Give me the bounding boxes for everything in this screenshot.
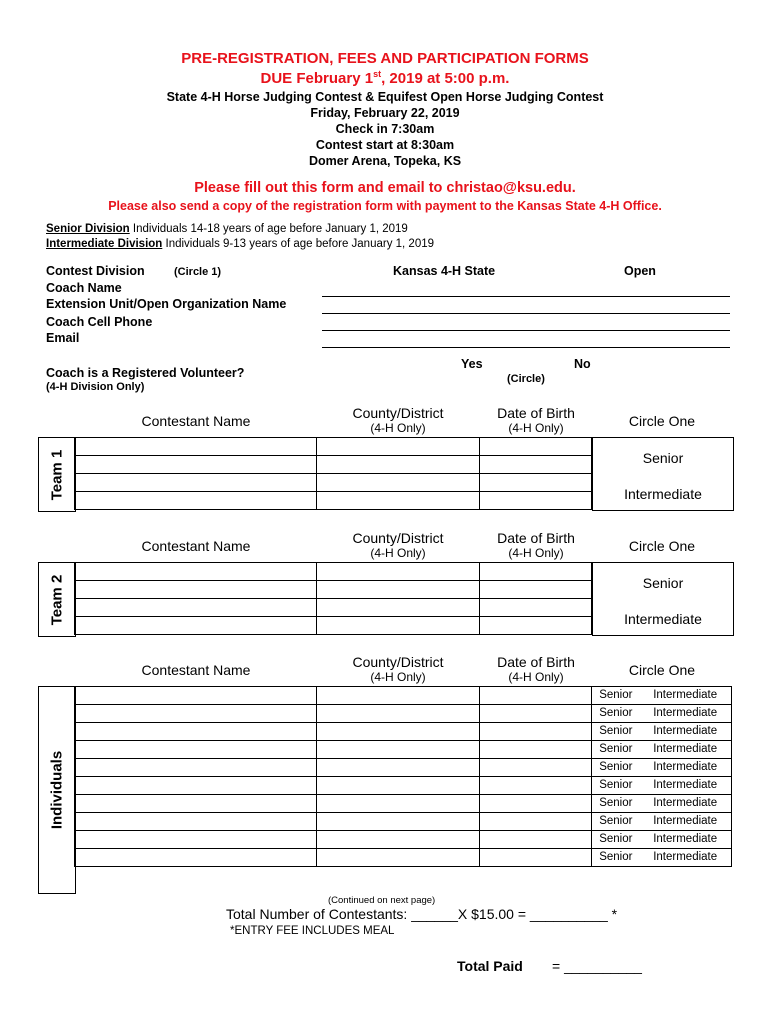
coach-name-field[interactable] [322, 296, 730, 297]
total-contestants-line: Total Number of Contestants: ______X $15.00 = __________ * [226, 906, 618, 922]
header-label: County/District [352, 654, 444, 670]
circle-one-cell [592, 687, 732, 705]
team2-header-county [316, 530, 480, 560]
dob-cell[interactable] [480, 723, 592, 741]
intermediate-option[interactable]: Intermediate [653, 707, 718, 719]
team1-side-label [38, 437, 76, 512]
header-label: County/District [352, 405, 444, 421]
circle-one-cell [592, 777, 732, 795]
side-label-text: Team 1 [48, 449, 66, 500]
dob-cell[interactable] [480, 687, 592, 705]
senior-division-text: Individuals 14-18 years of age before January 1, 2019 [129, 223, 408, 235]
table-row [75, 705, 732, 723]
circle-one-cell [592, 723, 732, 741]
dob-cell[interactable] [480, 813, 592, 831]
senior-option[interactable]: Senior [599, 779, 633, 791]
intermediate-option[interactable]: Intermediate [653, 743, 718, 755]
intermediate-option[interactable]: Intermediate [653, 815, 718, 827]
team2-intermediate-option[interactable]: Intermediate [624, 611, 702, 627]
email-field[interactable] [322, 347, 730, 348]
dob-cell[interactable] [480, 581, 592, 599]
senior-option[interactable]: Senior [599, 851, 633, 863]
county-cell[interactable] [316, 563, 480, 581]
team1-intermediate-option[interactable]: Intermediate [624, 486, 702, 502]
header-label: Circle One [628, 662, 696, 678]
name-cell[interactable] [75, 456, 317, 474]
header-note: (4-H Only) [370, 670, 426, 684]
name-cell[interactable] [75, 831, 317, 849]
coach-cell-label: Coach Cell Phone [46, 315, 153, 329]
team1-circle-box [592, 437, 734, 511]
senior-option[interactable]: Senior [599, 707, 633, 719]
circle-one-cell [592, 849, 732, 867]
due-sup: st [373, 69, 382, 79]
county-cell[interactable] [316, 581, 480, 599]
county-cell[interactable] [316, 705, 480, 723]
table-row [75, 831, 732, 849]
name-cell[interactable] [75, 492, 317, 510]
total-paid-field[interactable]: = __________ [552, 958, 642, 974]
table-row [75, 741, 732, 759]
individuals-header-circle [592, 662, 732, 678]
individuals-table [74, 686, 732, 867]
senior-division-label: Senior Division [46, 223, 130, 235]
team2-header-dob [480, 530, 592, 560]
due-prefix: DUE February 1 [260, 70, 374, 87]
name-cell[interactable] [75, 474, 317, 492]
dob-cell[interactable] [480, 474, 592, 492]
form-title: PRE-REGISTRATION, FEES AND PARTICIPATION FORMS [181, 50, 589, 67]
volunteer-circle-note: (Circle) [507, 373, 545, 385]
county-cell[interactable] [316, 813, 480, 831]
team2-senior-option[interactable]: Senior [642, 575, 684, 591]
continued-note: (Continued on next page) [328, 895, 436, 906]
team2-circle-box [592, 562, 734, 636]
name-cell[interactable] [75, 617, 317, 635]
dob-cell[interactable] [480, 831, 592, 849]
intermediate-option[interactable]: Intermediate [653, 833, 718, 845]
team2-header-name [78, 538, 314, 554]
table-row [75, 687, 732, 705]
event-location: Domer Arena, Topeka, KS [308, 154, 462, 168]
intermediate-division-label: Intermediate Division [46, 238, 163, 250]
name-cell[interactable] [75, 813, 317, 831]
county-cell[interactable] [316, 438, 480, 456]
circle-one-cell [592, 831, 732, 849]
dob-cell[interactable] [480, 456, 592, 474]
dob-cell[interactable] [480, 438, 592, 456]
county-cell[interactable] [316, 687, 480, 705]
header-note: (4-H Only) [508, 670, 564, 684]
table-row [75, 777, 732, 795]
senior-option[interactable]: Senior [599, 797, 633, 809]
dob-cell[interactable] [480, 777, 592, 795]
table-row [75, 849, 732, 867]
option-kansas-4h-state[interactable]: Kansas 4-H State [393, 264, 496, 278]
county-cell[interactable] [316, 795, 480, 813]
header-label: Date of Birth [497, 530, 575, 546]
contest-division-label: Contest Division [46, 264, 145, 278]
circle-one-cell [592, 705, 732, 723]
team2-header-circle [592, 538, 732, 554]
email-label: Email [46, 331, 80, 345]
table-row [75, 795, 732, 813]
senior-option[interactable]: Senior [599, 815, 633, 827]
county-cell[interactable] [316, 474, 480, 492]
intermediate-division-line [46, 238, 434, 250]
copy-instruction: Please also send a copy of the registration form with payment to the Kansas State 4-H Office. [108, 199, 662, 213]
name-cell[interactable] [75, 795, 317, 813]
header-label: Contestant Name [141, 538, 251, 554]
volunteer-yes[interactable]: Yes [461, 357, 483, 371]
checkin-time: Check in 7:30am [335, 122, 435, 136]
header-label: Circle One [628, 538, 696, 554]
header-note: (4-H Only) [370, 546, 426, 560]
county-cell[interactable] [316, 831, 480, 849]
header-label: Date of Birth [497, 405, 575, 421]
team1-header-county [316, 405, 480, 435]
team1-header-dob [480, 405, 592, 435]
header-note: (4-H Only) [508, 546, 564, 560]
total-paid-label: Total Paid [457, 958, 523, 974]
dob-cell[interactable] [480, 849, 592, 867]
header-label: Date of Birth [497, 654, 575, 670]
county-cell[interactable] [316, 492, 480, 510]
individuals-header-name [78, 662, 314, 678]
county-cell[interactable] [316, 456, 480, 474]
dob-cell[interactable] [480, 741, 592, 759]
header-label: Contestant Name [141, 662, 251, 678]
name-cell[interactable] [75, 723, 317, 741]
senior-option[interactable]: Senior [599, 725, 633, 737]
team1-senior-option[interactable]: Senior [642, 450, 684, 466]
volunteer-label: Coach is a Registered Volunteer? [46, 366, 245, 380]
team1-header-circle [592, 413, 732, 429]
option-open[interactable]: Open [624, 264, 656, 278]
intermediate-option[interactable]: Intermediate [653, 761, 718, 773]
header-label: Contestant Name [141, 413, 251, 429]
circle-one-cell [592, 759, 732, 777]
header-note: (4-H Only) [508, 421, 564, 435]
individuals-header-dob [480, 654, 592, 684]
event-date: Friday, February 22, 2019 [310, 106, 460, 120]
table-row [75, 759, 732, 777]
county-cell[interactable] [316, 777, 480, 795]
individuals-side-label [38, 686, 76, 894]
name-cell[interactable] [75, 563, 317, 581]
team1-header-name [78, 413, 314, 429]
coach-name-label: Coach Name [46, 281, 122, 295]
header-label: Circle One [628, 413, 696, 429]
intermediate-option[interactable]: Intermediate [653, 725, 718, 737]
dob-cell[interactable] [480, 563, 592, 581]
circle-one-cell [592, 741, 732, 759]
volunteer-note: (4-H Division Only) [46, 381, 145, 393]
name-cell[interactable] [75, 581, 317, 599]
header-note: (4-H Only) [370, 421, 426, 435]
table-row [75, 723, 732, 741]
start-time: Contest start at 8:30am [315, 138, 455, 152]
volunteer-no[interactable]: No [574, 357, 591, 371]
email-instruction: Please fill out this form and email to christao@ksu.edu. [194, 180, 576, 196]
senior-option[interactable]: Senior [599, 689, 633, 701]
due-date [0, 69, 770, 87]
individuals-header-county [316, 654, 480, 684]
senior-option[interactable]: Senior [599, 833, 633, 845]
county-cell[interactable] [316, 723, 480, 741]
entry-fee-note: *ENTRY FEE INCLUDES MEAL [230, 925, 395, 937]
name-cell[interactable] [75, 687, 317, 705]
county-cell[interactable] [316, 849, 480, 867]
senior-division-line [46, 223, 408, 235]
circle-one-note: (Circle 1) [174, 266, 222, 278]
intermediate-option[interactable]: Intermediate [653, 689, 718, 701]
dob-cell[interactable] [480, 795, 592, 813]
event-name: State 4-H Horse Judging Contest & Equifest Open Horse Judging Contest [166, 90, 604, 104]
intermediate-option[interactable]: Intermediate [653, 779, 718, 791]
dob-cell[interactable] [480, 617, 592, 635]
header-label: County/District [352, 530, 444, 546]
intermediate-option[interactable]: Intermediate [653, 851, 718, 863]
table-row [75, 813, 732, 831]
dob-cell[interactable] [480, 759, 592, 777]
senior-option[interactable]: Senior [599, 761, 633, 773]
circle-one-cell [592, 813, 732, 831]
name-cell[interactable] [75, 599, 317, 617]
name-cell[interactable] [75, 741, 317, 759]
intermediate-division-text: Individuals 9-13 years of age before January 1, 2019 [162, 238, 435, 250]
intermediate-option[interactable]: Intermediate [653, 797, 718, 809]
coach-cell-field[interactable] [322, 330, 730, 331]
county-cell[interactable] [316, 599, 480, 617]
dob-cell[interactable] [480, 705, 592, 723]
county-cell[interactable] [316, 617, 480, 635]
due-suffix: , 2019 at 5:00 p.m. [381, 70, 510, 87]
senior-option[interactable]: Senior [599, 743, 633, 755]
extension-unit-label: Extension Unit/Open Organization Name [46, 297, 287, 311]
side-label-text: Team 2 [48, 574, 66, 625]
dob-cell[interactable] [480, 599, 592, 617]
name-cell[interactable] [75, 777, 317, 795]
side-label-text: Individuals [48, 750, 66, 830]
dob-cell[interactable] [480, 492, 592, 510]
team2-side-label [38, 562, 76, 637]
name-cell[interactable] [75, 759, 317, 777]
county-cell[interactable] [316, 759, 480, 777]
circle-one-cell [592, 795, 732, 813]
name-cell[interactable] [75, 849, 317, 867]
county-cell[interactable] [316, 741, 480, 759]
name-cell[interactable] [75, 705, 317, 723]
extension-unit-field[interactable] [322, 313, 730, 314]
name-cell[interactable] [75, 438, 317, 456]
